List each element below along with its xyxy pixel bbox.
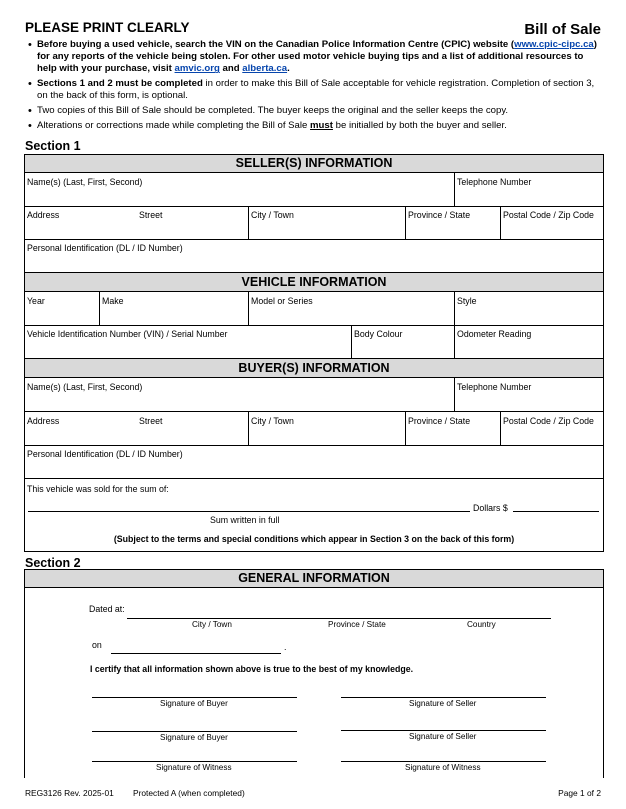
- general-heading: GENERAL INFORMATION: [25, 570, 603, 588]
- vehicle-heading: VEHICLE INFORMATION: [25, 273, 603, 292]
- buyer-street-label: Street: [139, 416, 163, 426]
- vehicle-vin-field[interactable]: Vehicle Identification Number (VIN) / Serial Number: [27, 329, 228, 339]
- vehicle-make-field[interactable]: Make: [102, 296, 124, 306]
- date-line[interactable]: [111, 653, 281, 654]
- seller-signature-label-2: Signature of Seller: [409, 732, 477, 741]
- divider: [454, 292, 455, 326]
- vehicle-style-field[interactable]: Style: [457, 296, 477, 306]
- buyer-city-field[interactable]: City / Town: [251, 416, 294, 426]
- seller-phone-field[interactable]: Telephone Number: [457, 177, 532, 187]
- dollars-label: Dollars $: [473, 503, 508, 513]
- instruction-text: ) for any reports of the vehicle being stolen. For other used motor vehicle buying tips and a list of additional resources to help with your purchase, visit: [37, 39, 597, 75]
- page-number: Page 1 of 2: [558, 788, 601, 798]
- seller-city-field[interactable]: City / Town: [251, 210, 294, 220]
- divider: [351, 326, 352, 359]
- country-label: Country: [467, 620, 496, 629]
- buyer-heading: BUYER(S) INFORMATION: [25, 359, 603, 378]
- buyer-name-field[interactable]: Name(s) (Last, First, Second): [27, 382, 143, 392]
- vehicle-model-field[interactable]: Model or Series: [251, 296, 313, 306]
- seller-street-label: Street: [139, 210, 163, 220]
- date-period: .: [284, 642, 287, 652]
- sum-written-label: Sum written in full: [210, 515, 280, 525]
- instruction-alterations: [25, 120, 605, 132]
- instruction-text: Alterations or corrections made while completing the Bill of Sale: [37, 120, 311, 131]
- buyer-pid-field[interactable]: Personal Identification (DL / ID Number): [27, 449, 183, 459]
- instruction-text: Two copies of this Bill of Sale should be completed. The buyer keeps the original and the seller keeps the copy.: [37, 105, 509, 117]
- buyer-postal-field[interactable]: Postal Code / Zip Code: [503, 416, 594, 426]
- please-print-clearly: PLEASE PRINT CLEARLY: [25, 20, 190, 35]
- instruction-text: Before buying a used vehicle, search the VIN on the Canadian Police Information Centre (CPIC) website (: [37, 39, 515, 50]
- witness-signature-line-2[interactable]: [341, 761, 546, 762]
- seller-address-field[interactable]: Address: [27, 210, 60, 220]
- section2-box: [24, 569, 604, 778]
- divider: [454, 173, 455, 207]
- buyer-signature-label-1: Signature of Buyer: [160, 699, 228, 708]
- seller-pid-field[interactable]: Personal Identification (DL / ID Number): [27, 243, 183, 253]
- divider: [405, 412, 406, 446]
- buyer-address-field[interactable]: Address: [27, 416, 60, 426]
- sum-written-line[interactable]: [28, 511, 470, 512]
- form-number: REG3126 Rev. 2025-01: [25, 788, 114, 798]
- section1-title: Section 1: [25, 139, 81, 153]
- instruction-sections: [25, 78, 605, 102]
- divider: [99, 292, 100, 326]
- buyer-signature-line-2[interactable]: [92, 731, 297, 732]
- protected-notice: Protected A (when completed): [133, 788, 245, 798]
- witness-signature-line-1[interactable]: [92, 761, 297, 762]
- dated-at-line[interactable]: [127, 618, 551, 619]
- section1-box: [24, 154, 604, 552]
- cpic-link[interactable]: www.cpic-cipc.ca: [514, 39, 594, 50]
- instruction-text: Sections 1 and 2 must be completed: [37, 78, 203, 90]
- vehicle-colour-field[interactable]: Body Colour: [354, 329, 403, 339]
- buyer-phone-field[interactable]: Telephone Number: [457, 382, 532, 392]
- divider: [454, 378, 455, 412]
- instruction-cpic: [25, 39, 605, 76]
- buyer-signature-line-1[interactable]: [92, 697, 297, 698]
- form-title: Bill of Sale: [524, 21, 601, 38]
- seller-name-field[interactable]: Name(s) (Last, First, Second): [27, 177, 143, 187]
- seller-signature-line-1[interactable]: [341, 697, 546, 698]
- seller-signature-label-1: Signature of Seller: [409, 699, 477, 708]
- instruction-text: in order to make this Bill of Sale acceptable for vehicle registration. Completion of section 3, on the back of this form, is optional.: [37, 78, 595, 102]
- instructions-list: [25, 39, 605, 135]
- instruction-text: and: [219, 63, 243, 75]
- seller-postal-field[interactable]: Postal Code / Zip Code: [503, 210, 594, 220]
- witness-signature-label-1: Signature of Witness: [156, 763, 232, 772]
- buyer-province-field[interactable]: Province / State: [408, 416, 471, 426]
- divider: [500, 412, 501, 446]
- terms-note: (Subject to the terms and special conditions which appear in Section 3 on the back of this form): [113, 534, 515, 544]
- divider: [248, 207, 249, 240]
- divider: [405, 207, 406, 240]
- on-label: on: [92, 640, 102, 650]
- divider: [248, 292, 249, 326]
- vehicle-odometer-field[interactable]: Odometer Reading: [457, 329, 532, 339]
- instruction-text: .: [287, 63, 290, 75]
- amvic-link[interactable]: amvic.org: [174, 63, 220, 75]
- seller-heading: SELLER(S) INFORMATION: [25, 155, 603, 173]
- section2-title: Section 2: [25, 556, 81, 570]
- vehicle-year-field[interactable]: Year: [27, 296, 45, 306]
- province-state-label: Province / State: [328, 620, 386, 629]
- city-town-label: City / Town: [192, 620, 232, 629]
- dollars-amount-line[interactable]: [513, 511, 599, 512]
- seller-province-field[interactable]: Province / State: [408, 210, 471, 220]
- dated-at-label: Dated at:: [89, 604, 125, 614]
- instruction-copies: [25, 105, 605, 117]
- certify-statement: I certify that all information shown above is true to the best of my knowledge.: [90, 664, 414, 674]
- divider: [454, 326, 455, 359]
- seller-signature-line-2[interactable]: [341, 730, 546, 731]
- divider: [500, 207, 501, 240]
- instruction-text: must: [310, 120, 333, 131]
- alberta-link[interactable]: alberta.ca: [242, 63, 288, 75]
- buyer-signature-label-2: Signature of Buyer: [160, 733, 228, 742]
- instruction-text: be initialled by both the buyer and seller.: [332, 120, 507, 131]
- witness-signature-label-2: Signature of Witness: [405, 763, 481, 772]
- divider: [248, 412, 249, 446]
- sold-for-label: This vehicle was sold for the sum of:: [27, 484, 169, 494]
